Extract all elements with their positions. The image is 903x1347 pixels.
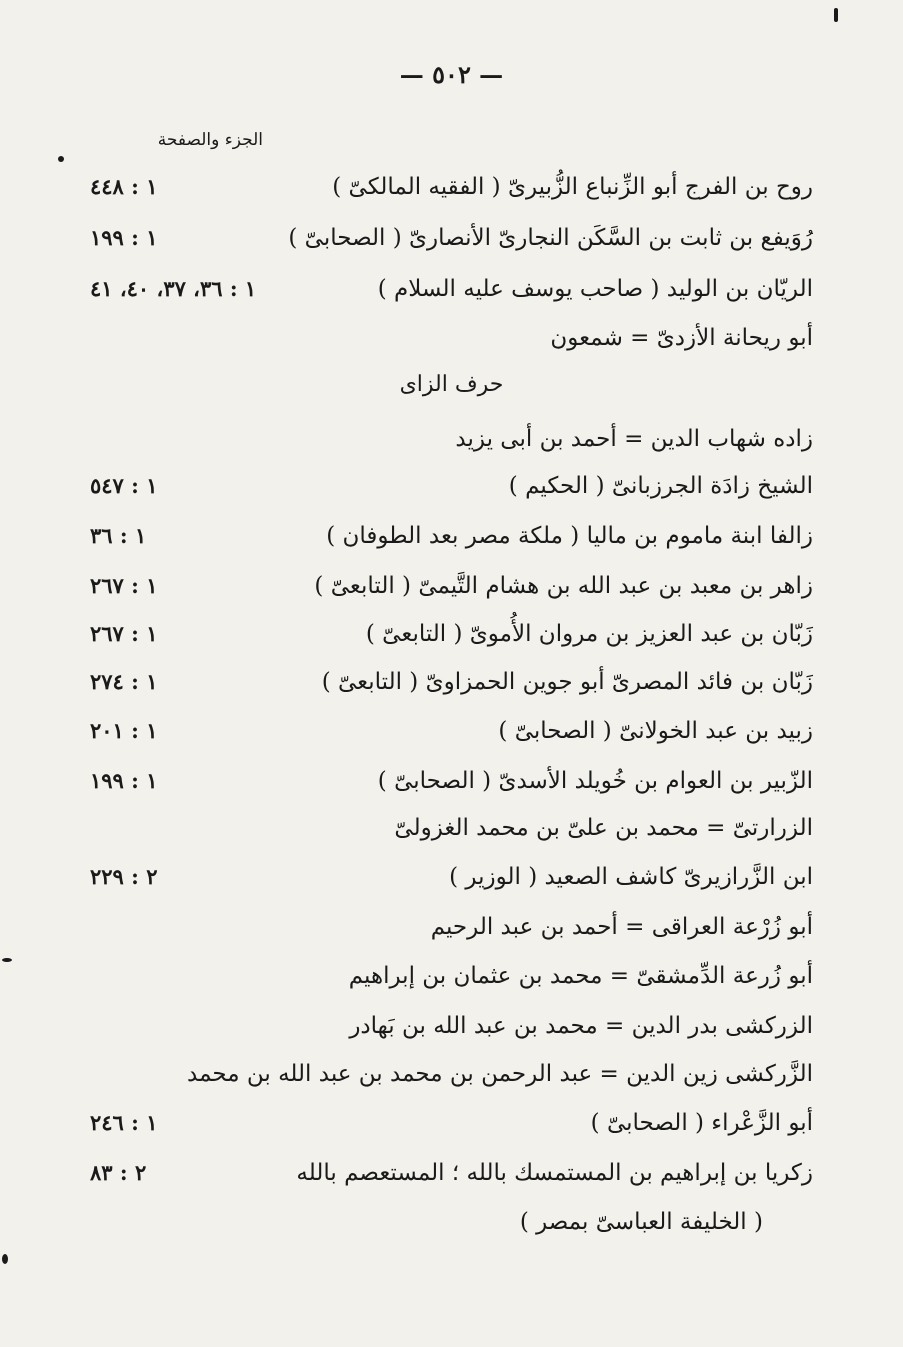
index-entry: زاهر بن معبد بن عبد الله بن هشام التَّيمىّ ( التابعىّ ) xyxy=(314,573,813,599)
entry-reference: ١ : ٥٤٧ xyxy=(90,473,158,498)
index-entry: رُوَيفع بن ثابت بن السَّكَن النجارىّ الأنصارىّ ( الصحابىّ ) xyxy=(288,225,813,251)
entry-reference: ٢ : ٨٣ xyxy=(90,1160,147,1185)
index-entry: الشيخ زادَة الجرزبانىّ ( الحكيم ) xyxy=(508,473,813,499)
entry-reference: ١ : ٣٦ xyxy=(90,523,147,548)
page-number: — ٥٠٢ — xyxy=(399,60,504,89)
index-entry: الزركشى بدر الدين = محمد بن عبد الله بن بَهادر xyxy=(349,1013,813,1039)
scan-speck xyxy=(58,156,64,162)
entry-reference: ١ : ٤٤٨ xyxy=(90,174,158,199)
scan-speck xyxy=(2,1254,8,1264)
entry-reference: ١ : ٣٦، ٣٧، ٤٠، ٤١ xyxy=(90,276,257,301)
entry-reference: ١ : ١٩٩ xyxy=(90,768,158,793)
index-entry: الريّان بن الوليد ( صاحب يوسف عليه السلام ) xyxy=(377,276,813,302)
entry-reference: ١ : ٢٦٧ xyxy=(90,573,158,598)
index-entry-continuation: ( الخليفة العباسىّ بمصر ) xyxy=(519,1209,763,1235)
index-entry: أبو زُرعة الدِّمشقىّ = محمد بن عثمان بن إبراهيم xyxy=(348,963,813,989)
index-entry: زبيد بن عبد الخولانىّ ( الصحابىّ ) xyxy=(498,718,813,744)
index-entry: زَبّان بن عبد العزيز بن مروان الأُموىّ ( التابعىّ ) xyxy=(365,621,813,647)
index-entry: الزّبير بن العوام بن خُويلد الأسدىّ ( الصحابىّ ) xyxy=(377,768,813,794)
entry-reference: ١ : ٢٧٤ xyxy=(90,669,158,694)
index-entry: ابن الزَّرازيرىّ كاشف الصعيد ( الوزير ) xyxy=(449,864,813,890)
entry-reference: ٢ : ٢٢٩ xyxy=(90,864,158,889)
index-entry: زالفا ابنة ماموم بن ماليا ( ملكة مصر بعد الطوفان ) xyxy=(326,523,813,549)
index-entry: روح بن الفرج أبو الزِّنباع الزُّبيرىّ ( الفقيه المالكىّ ) xyxy=(332,174,813,200)
index-entry: الزَّركشى زين الدين = عبد الرحمن بن محمد بن عبد الله بن محمد xyxy=(187,1061,813,1087)
section-heading: حرف الزاى xyxy=(399,372,504,397)
index-entry: زَبّان بن فائد المصرىّ أبو جوين الحمزاوىّ ( التابعىّ ) xyxy=(321,669,813,695)
entry-reference: ١ : ١٩٩ xyxy=(90,225,158,250)
index-entry: زكريا بن إبراهيم بن المستمسك بالله ؛ المستعصم بالله xyxy=(296,1160,813,1186)
index-entry: أبو زُرْعة العراقى = أحمد بن عبد الرحيم xyxy=(430,914,813,940)
index-entry: زاده شهاب الدين = أحمد بن أبى يزيد xyxy=(455,426,813,452)
scan-speck xyxy=(834,8,838,22)
entry-reference: ١ : ٢٦٧ xyxy=(90,621,158,646)
scan-speck xyxy=(2,958,12,962)
column-header: الجزء والصفحة xyxy=(157,130,263,150)
index-entry: أبو ريحانة الأزدىّ = شمعون xyxy=(550,325,813,351)
entry-reference: ١ : ٢٠١ xyxy=(90,718,158,743)
index-entry: أبو الزَّعْراء ( الصحابىّ ) xyxy=(590,1110,813,1136)
index-entry: الزرارتىّ = محمد بن علىّ بن محمد الغزولىّ xyxy=(394,815,813,841)
entry-reference: ١ : ٢٤٦ xyxy=(90,1110,158,1135)
